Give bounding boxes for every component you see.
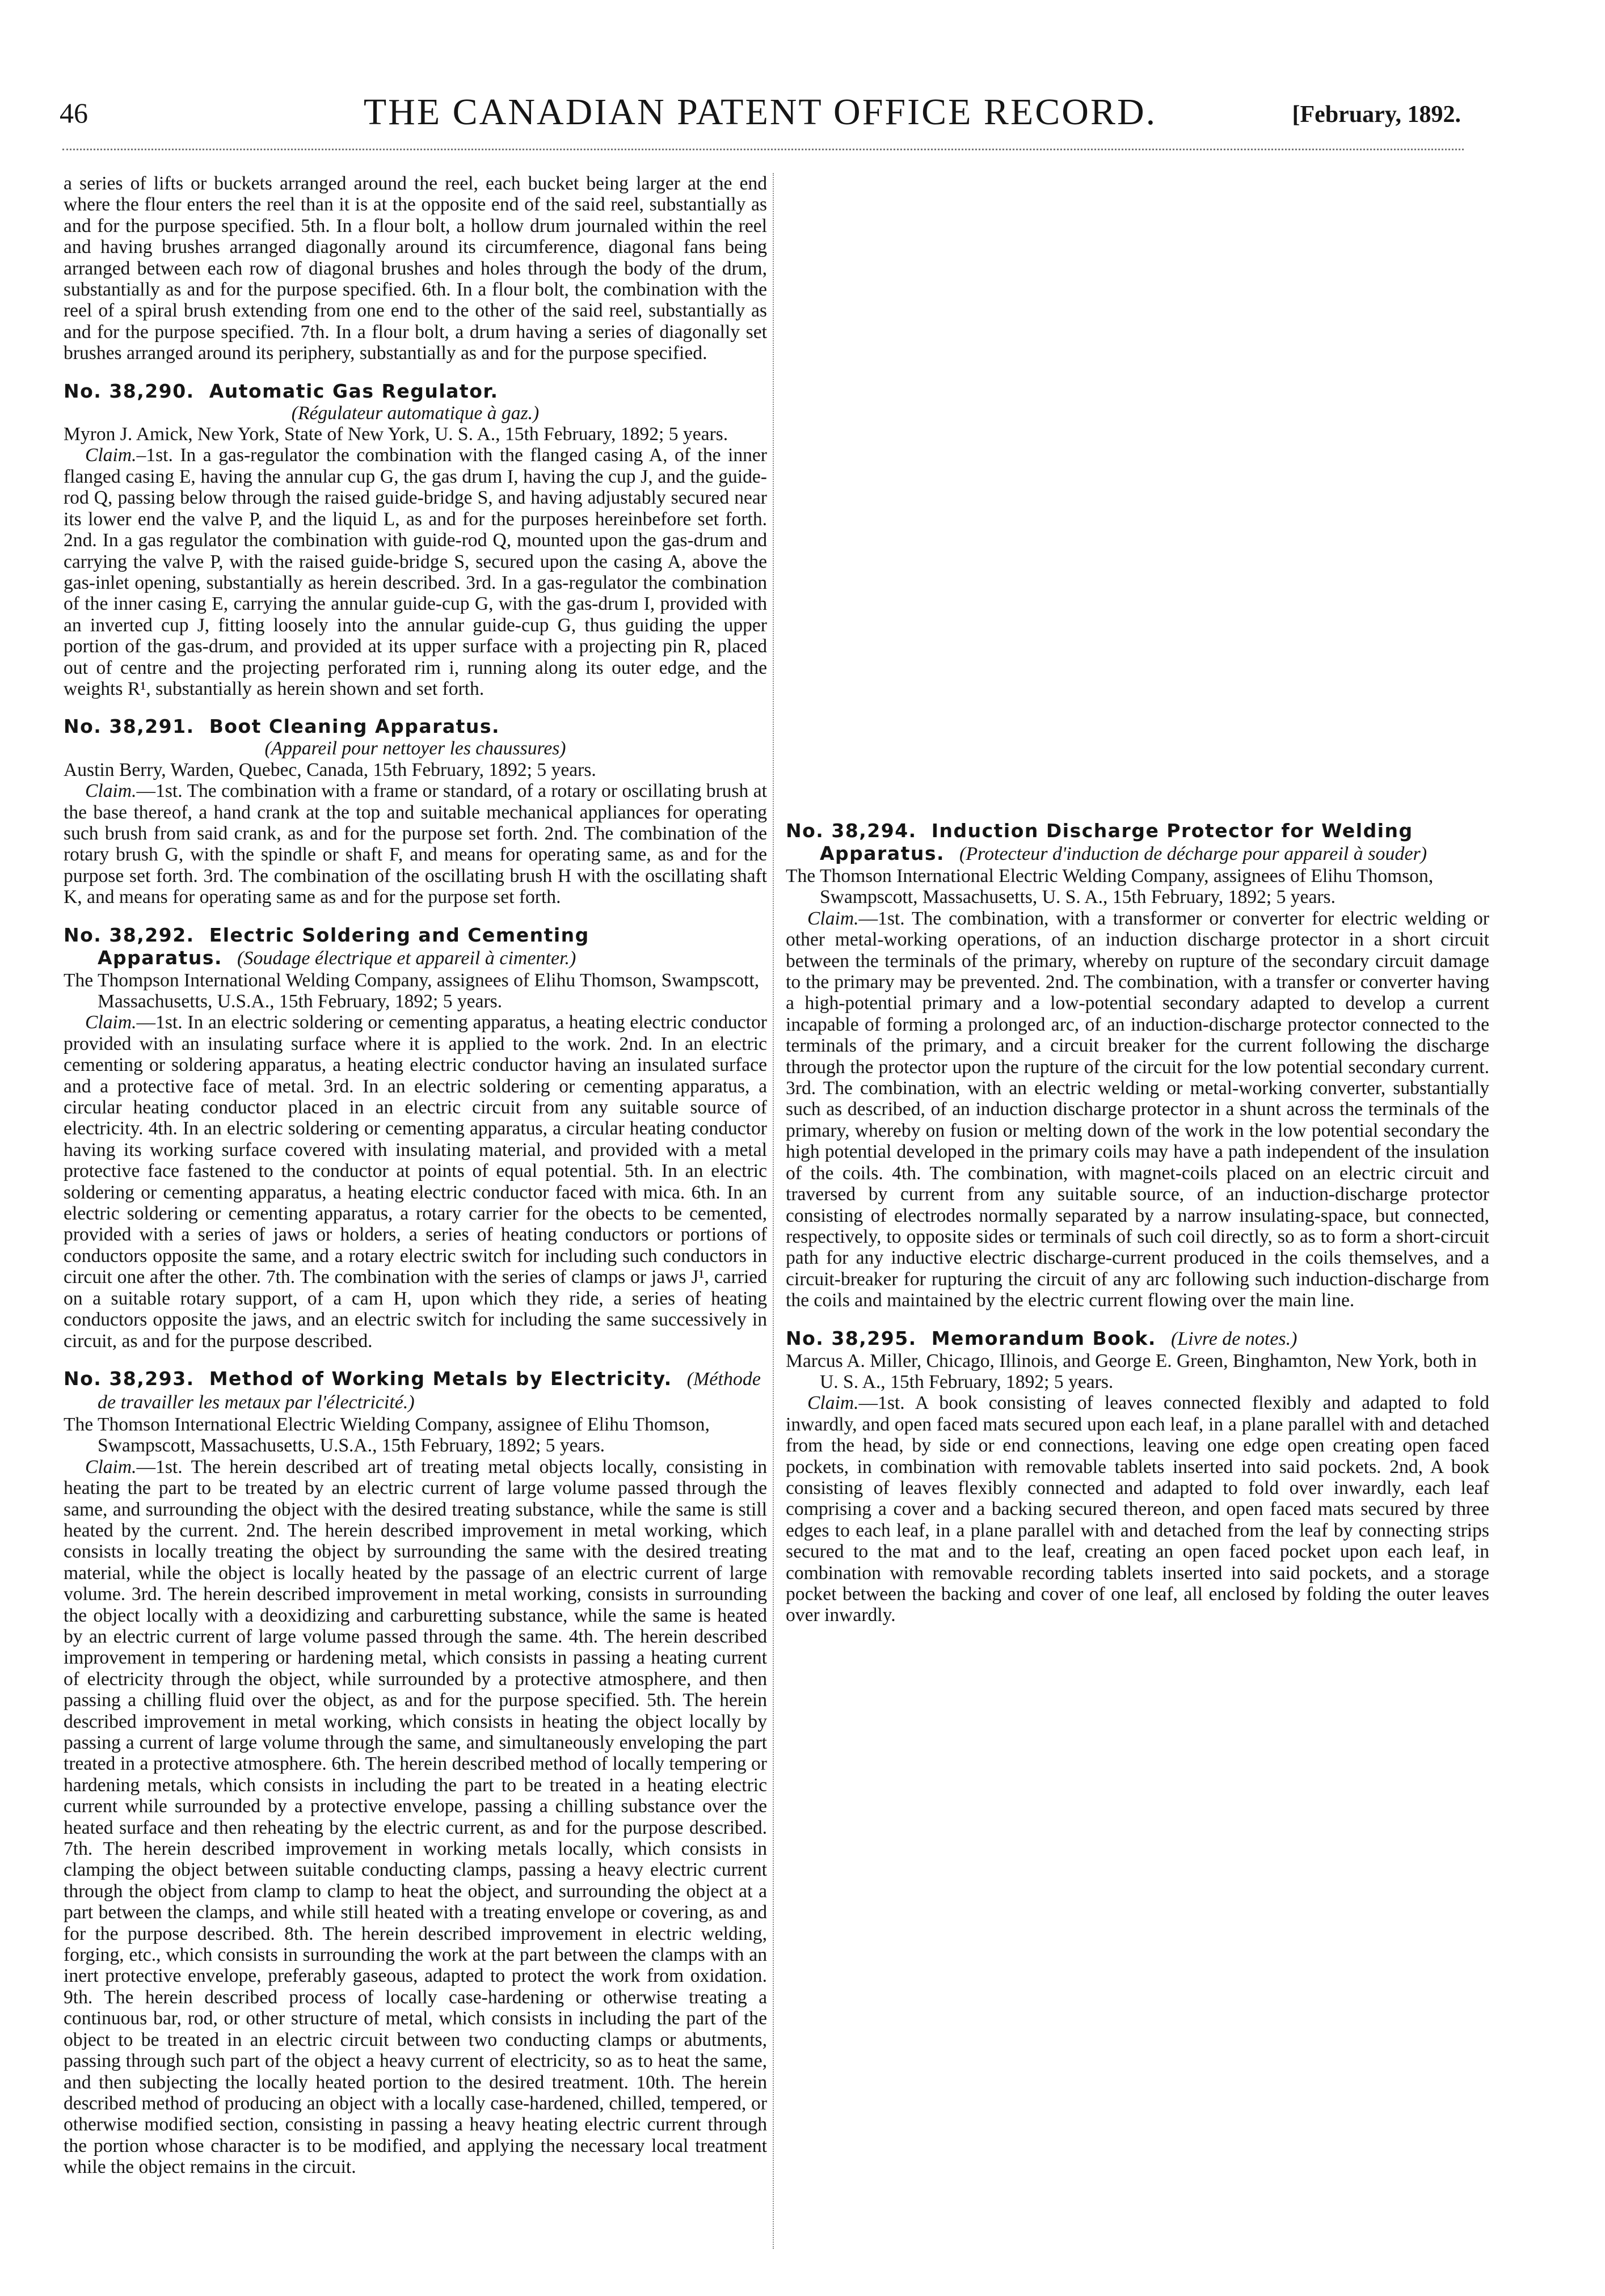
patent-title: Boot Cleaning Apparatus.	[209, 715, 500, 738]
patent-french-title: (Protecteur d'induction de décharge pour appareil à souder)	[959, 843, 1427, 864]
claim-text: —1st. The herein described art of treating metal objects locally, consisting in heating the part to be treated by an electric current of large volume passed through the same, and surrounding the object with the desired treating substance, while the same is still heated by the current. 2nd. The herein described improvement in metal working, which consists in locally treating the object by surrounding the same with the desired treating material, while the object is locally heated by the passage of an electric current of large volume. 3rd. The herein described improvement in metal working, consists in surrounding the object locally with a deoxidizing and carburetting substance, while the same is heated by an electric current of large volume passed through the same. 4th. The herein described improvement in tempering or hardening metal, which consists in passing a heating current of electricity through the object, while surrounded by a protective atmosphere, and then passing a chilling fluid over the object, as and for the purpose specified. 5th. The herein described improvement in metal working, which consists in heating the object locally by passing a current of large volume through the same, and simultaneously enveloping the part treated in a protective atmosphere. 6th. The herein described method of locally tempering or hardening metals, which consists in including the part to be treated in a heating electric current while surrounded by a protective envelope, passing a chilling substance over the heated surface and then reheating by the electric current, as and for the purpose described. 7th. The herein described improvement in working metals locally, which consists in clamping the object between suitable conducting clamps, passing a heavy electric current through the object from clamp to clamp to heat the object, and surrounding the object at a part between the clamps, and while still heated with a treating envelope or covering, as and for the purpose described. 8th. The herein described improvement in electric welding, forging, etc., which consists in surrounding the work at the part between the clamps with an inert protective envelope, preferably gaseous, adapted to protect the work from oxidation. 9th. The herein described process of locally case-hardening or otherwise treating a continuous bar, rod, or other structure of metal, which consists in including the part of the object to be treated in an electric circuit between two conducting clamps or abutments, passing through such part of the object a heavy current of electricity, so as to heat the same, and then subjecting the locally heated portion to the desired treatment. 10th. The herein described method of producing an object with a locally case-hardened, chilled, tempered, or otherwise modified section, consisting in passing a heavy heating electric current through the portion whose character is to be modified, and applying the necessary local treatment while the object remains in the circuit.	[64, 1456, 767, 2178]
patent-38292	[64, 924, 767, 1352]
patent-assignee: The Thomson International Electric Welding Company, assignees of Elihu Thomson, Swampscott, Massachusetts, U. S. A., 15th February, 1892; 5 years.	[786, 866, 1434, 908]
claim-label: Claim.	[85, 780, 137, 802]
issue-date: [February, 1892.	[1292, 102, 1461, 128]
claim-text: —1st. In an electric soldering or cementing apparatus, a heating electric conductor provided with an insulating surface where it is applied to the work. 2nd. In an electric cementing or soldering apparatus, a heating electric conductor having an insulated surface and a protective face of metal. 3rd. In an electric soldering or cementing apparatus, a circular heating conductor placed in an electric circuit from any suitable source of electricity. 4th. In an electric soldering or cementing apparatus, a circular heating conductor having its working surface covered with insulating material, and provided with a metal protective face fastened to the conductor at points of equal potential. 5th. In an electric soldering or cementing apparatus, a heating electric conductor faced with mica. 6th. In an electric soldering or cementing apparatus, a rotary carrier for the obects to be cemented, provided with a series of jaws or holders, a series of heating conductors or portions of conductors opposite the same, and a rotary electric switch for including such conductors in circuit one after the other. 7th. The combination with the series of clamps or jaws J¹, carried on a suitable rotary support, of a cam H, upon which they ride, a series of heating conductors opposite the jaws, and an electric switch for including the same successively in circuit, as and for the purpose described.	[64, 1012, 767, 1352]
patent-french-title: (Méthode de travailler les metaux par l'électricité.)	[98, 1368, 761, 1413]
page-header	[60, 91, 1461, 147]
patent-french-title: (Appareil pour nettoyer les chaussures)	[264, 738, 566, 759]
patent-title: Automatic Gas Regulator.	[209, 379, 499, 402]
patent-assignee: The Thompson International Welding Company, assignees of Elihu Thomson, Swampscott, Massachusetts, U.S.A., 15th February, 1892; 5 years.	[64, 969, 760, 1012]
patent-french-title: (Livre de notes.)	[1170, 1328, 1298, 1349]
patent-title: Electric Soldering and Cementing Apparatus.	[98, 923, 589, 969]
journal-title: THE CANADIAN PATENT OFFICE RECORD.	[363, 91, 1157, 133]
claim-label: Claim.	[85, 1456, 137, 1478]
claim-text: —1st. The combination with a frame or standard, of a rotary or oscillating brush at the base thereof, a hand crank at the top and suitable mechanical appliances for operating such brush from said crank, as and for the purpose set forth. 2nd. The combination of the rotary brush G, with the spindle or shaft F, and means for operating same, as and for the purpose set forth. 3rd. The combination of the oscillating brush H with the oscillating shaft K, and means for operating same as and for the purpose set forth.	[64, 780, 767, 908]
header-rule	[62, 149, 1464, 150]
patent-38294	[786, 820, 1489, 1311]
claim-text: —1st. The combination, with a transformer or converter for electric welding or other metal-working operations, of an induction discharge protector in a short circuit between the terminals of the primary, whereby on rupture of the secondary circuit damage to the primary may be prevented. 2nd. The combination, with a transfer or converter having a high-potential primary and a low-potential secondary adapted to develop a current incapable of forming a prolonged arc, of an induction-discharge protector connected to the terminals of the primary, and a circuit breaker for the current following the discharge through the protector upon the rupture of the circuit for the low potential secondary current. 3rd. The combination, with an electric welding or metal-working converter, substantially such as described, of an induction discharge protector in a shunt across the terminals of the primary, whereby on fusion or melting down of the work in the low potential secondary the high potential developed in the primary coils may have a path independent of the insulation of the coils. 4th. The combination, with magnet-coils placed on an electric circuit and traversed by current from any suitable source, of an induction-discharge protector consisting of electrodes normally separated by a narrow insulating-space, but connected, respectively, to opposite sides or terminals of such coil directly, so as to form a short-circuit path for any inductive electric discharge-current produced in the coils themselves, and a circuit-breaker for rupturing the circuit of any arc following such induction-discharge from the coils and maintained by the electric current flowing over the main line.	[786, 908, 1489, 1311]
patent-claim	[64, 445, 767, 699]
patent-38295	[786, 1327, 1489, 1626]
column-divider	[773, 173, 774, 2249]
patent-title: Induction Discharge Protector for Welding Apparatus.	[820, 820, 1413, 864]
patent-38290	[64, 380, 767, 700]
left-column	[64, 173, 767, 2260]
claim-label: Claim.	[807, 908, 859, 929]
patent-french-title: (Régulateur automatique à gaz.)	[291, 402, 540, 424]
claim-text: —1st. A book consisting of leaves connected flexibly and adapted to fold inwardly, and open faced mats secured upon each leaf, in a plane parallel with and detached from the head, by side or end connections, leaving one edge open creating open faced pockets, in combination with removable tablets inserted into said pockets. 2nd, A book consisting of leaves flexibly connected and adapted to fold over inwardly, each leaf comprising a cover and a backing secured thereon, and open faced mats secured by three edges to each leaf, in a plane parallel with and detached from the leaf by connecting strips secured to the mat and to the leaf, creating an open faced pocket upon each leaf, in combination with removable recording tablets inserted into said pockets, and a storage pocket between the backing and cover of one leaf, all enclosed by folding the outer leaves over inwardly.	[786, 1392, 1489, 1626]
patent-claim	[786, 1392, 1489, 1626]
patent-38291	[64, 715, 767, 908]
claim-label: Claim.	[85, 1012, 137, 1033]
patent-assignee: Marcus A. Miller, Chicago, Illinois, and George E. Green, Binghamton, New York, both in U. S. A., 15th February, 1892; 5 years.	[786, 1350, 1477, 1392]
patent-assignee: Austin Berry, Warden, Quebec, Canada, 15th February, 1892; 5 years.	[64, 759, 596, 780]
patent-title: Method of Working Metals by Electricity.	[209, 1367, 672, 1390]
patent-heading	[64, 1368, 767, 1414]
patent-heading	[64, 715, 767, 738]
claim-label: Claim.	[85, 445, 137, 466]
patent-assignee: Myron J. Amick, New York, State of New York, U. S. A., 15th February, 1892; 5 years.	[64, 424, 728, 445]
patent-heading	[64, 924, 767, 970]
patent-number: No. 38,294.	[786, 820, 917, 842]
patent-heading	[64, 380, 767, 403]
patent-number: No. 38,293.	[64, 1367, 195, 1390]
patent-number: No. 38,291.	[64, 715, 195, 738]
patent-assignee: The Thomson International Electric Wielding Company, assignee of Elihu Thomson, Swampscott, Massachusetts, U.S.A., 15th February, 1892; 5 years.	[64, 1413, 710, 1457]
claim-label: Claim.	[807, 1392, 859, 1414]
page-number: 46	[60, 97, 88, 129]
patent-heading	[786, 1327, 1489, 1350]
patent-claim	[64, 1012, 767, 1352]
patent-claim	[64, 1457, 767, 2178]
continuation-text: a series of lifts or buckets arranged around the reel, each bucket being larger at the end where the flour enters the reel than it is at the opposite end of the said reel, substantially as and for the purpose specified. 5th. In a flour bolt, a hollow drum journaled within the reel and having brushes arranged diagonally around its circumference, diagonal fans being arranged between each row of diagonal brushes and holes through the body of the drum, substantially as and for the purpose specified. 6th. In a flour bolt, the combination with the reel of a spiral brush extending from one end to the other of the said reel, substantially as and for the purpose specified. 7th. In a flour bolt, a drum having a series of diagonally set brushes arranged around its periphery, substantially as and for the purpose specified.	[64, 173, 767, 364]
claim-text: –1st. In a gas-regulator the combination with the flanged casing A, of the inner flanged casing E, having the annular cup G, the gas drum I, having the cup J, and the guide-rod Q, passing below through the raised guide-bridge S, and having adjustably secured near its lower end the valve P, and the liquid L, as and for the purposes hereinbefore set forth. 2nd. In a gas regulator the combination with guide-rod Q, mounted upon the gas-drum and carrying the valve P, with the raised guide-bridge S, secured upon the casing A, above the gas-inlet opening, substantially as herein described. 3rd. In a gas-regulator the combination of the inner casing E, carrying the annular guide-cup G, with the gas-drum I, provided with an inverted cup J, fitting loosely into the annular guide-cup G, thus guiding the upper portion of the gas-drum, and provided at its upper surface with a projecting pin R, placed out of centre and the projecting perforated rim i, running along its outer edge, and the weights R¹, substantially as herein shown and set forth.	[64, 445, 767, 699]
patent-number: No. 38,292.	[64, 923, 195, 946]
patent-number: No. 38,295.	[786, 1327, 917, 1349]
patent-french-title: (Soudage électrique et appareil à cimenter.)	[237, 947, 576, 969]
patent-title: Memorandum Book.	[931, 1327, 1156, 1349]
right-column	[786, 173, 1489, 2260]
patent-38293	[64, 1368, 767, 2178]
patent-number: No. 38,290.	[64, 379, 195, 402]
patent-claim	[64, 780, 767, 908]
patent-heading	[786, 820, 1489, 866]
patent-claim	[786, 908, 1489, 1311]
